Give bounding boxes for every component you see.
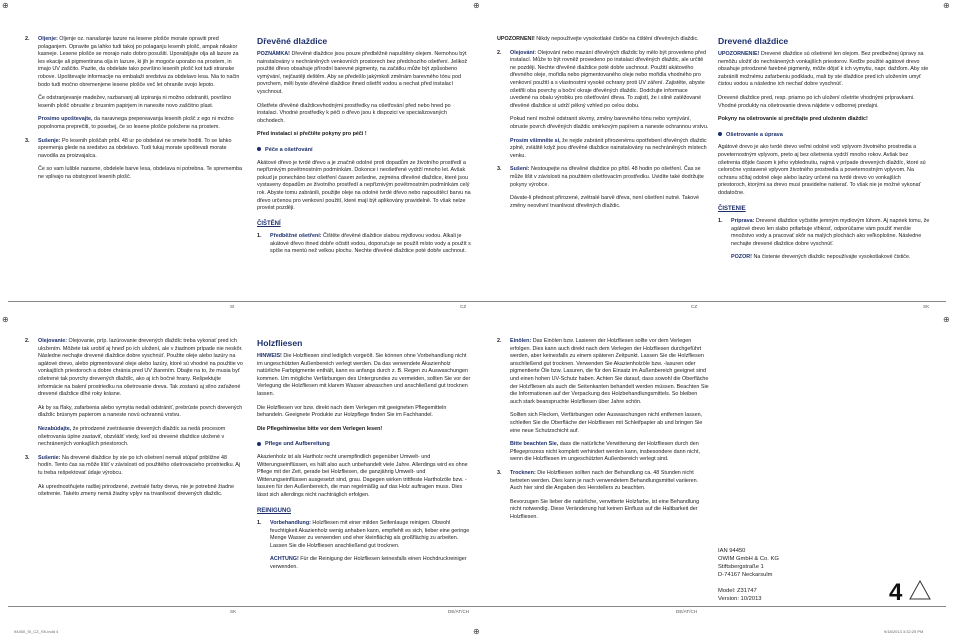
item-keyword: Sušení: [510, 166, 530, 173]
warning-keyword: UPOZORNENI! [497, 36, 535, 42]
note-paragraph [257, 353, 471, 399]
note-text: Drevené dlaždice sú ošetrené len olejom. Bez predbežnej úpravy sa nemôžu uložiť do nechránených vonkajších priestorov. Keďže použité agátové drevo obsahuje prirodzené farebné pigmenty, môže dôjsť k ich vymytiu, napr. dažďom. Aby ste zabránili možnému zafarbeniu podkladu, mali by ste dlaždice pred ich uložením umyť čistou vodou a následne ich nechať dobre vyschnúť. [718, 51, 929, 88]
section-heading: Holzfliesen [257, 338, 303, 348]
item-keyword: Prosím všimněte si, [510, 137, 561, 144]
item-text [38, 455, 243, 478]
item-number: 2. [497, 49, 502, 56]
list-item [25, 405, 243, 420]
item-keyword: Bitte beachten Sie, [510, 441, 559, 448]
item-body: Oljenje oz. nanašanje lazure na lesene plošče morate opraviti pred polaganjem. Opravite ga lahko tudi takoj po polaganju lesenih plošč, ampak nikakor kasneje. Lesene plošče se morajo nato dobro posušiti. Uporabljajte olja ali lazure za les ekacije ali pigmentirana olja in lazure, ki jih je mogoče uporabo na prostem, in imajo UV zaščito. Pazite, da obdelate tako površino lesenih plošč kot tudi stranske robove. Upoštevajte informacije na embalaži sredstva za obdelavo lesa. Nia to način bodo tudi močno obremenjene lesene plošče več let ohranile svojo lepoto. [38, 36, 240, 88]
address-line: Version: 10/2013 [718, 596, 762, 602]
item-number [257, 556, 270, 571]
item-body: Če odstranjevanje madežev, razbarvanj ali izpiranja ni možno odstraniti, površino lesenih plošč obrusite z brusnim papirjem in nanesite novo zaščitno plast. [38, 95, 232, 109]
bottom-column-2 [257, 338, 471, 578]
item-keyword: Vorbehandlung: [270, 520, 311, 527]
paragraph: Die Holzfliesen vor bzw. direkt nach dem Verlegen mit geeigneten Pflegemitteln behandeln. Geeignete Produkte zur Holzpflege finden Sie im Fachhandel. [257, 404, 447, 419]
manufacturer-address [718, 547, 779, 603]
item-body: Pokud není možné odstranit skvrny, změny barevného tónu nebo vymývání, obruste povrch dřevěných dlaždic smirkovým papírem a naneste ochrannou vrstvu. [510, 116, 709, 130]
item-number: 3. [497, 469, 502, 476]
list-item [257, 556, 471, 571]
item-text [731, 218, 930, 248]
item-number [25, 426, 38, 449]
paragraph: Drevené dlaždice pred, resp. priamo po ich uložení ošetrite vhodnými prípravkami. Vhodné produkty na ošetrovanie dreva nájdete v odbornej predajni. [718, 94, 915, 109]
bottom-footer-label-3: DE/AT/CH [676, 609, 698, 614]
item-text [38, 138, 243, 161]
item-body: da naravnega prepereavanja lesenih plošč z ego ni možno popolnoma preprečiti, to posebej, če so lesene plošče položene na prostem. [38, 116, 234, 130]
paragraph: Akátové dřevo je tvrdé dřevo a je značně odolné proti dopadům ze životního prostředí a nepříznivým povětrnostním podmínkám. Dokonce i neošetřené vydrží mnoho let. Avšak pokud je ponecháno bez ošetření časem zešedne, zejména dřevěné dlaždice, které jsou vystaveny dopadům ze životního prostředí a nepříznivým povětrnostním podmínkám celý rok. Abyste tomu zabránili, použijte oleje na odolné tvrdé dřevo nebo napouštěcí barvu na dřevo určenou pro venkovní použití, které mají být aplikovány pravidelně. To však nelze provést později. [257, 159, 471, 212]
list-item [497, 441, 709, 464]
bottom-footer-label-2: DE/AT/CH [448, 609, 470, 614]
list-item [25, 166, 243, 181]
item-text [38, 116, 243, 131]
print-slug-left: 94450_SI_CZ_SK.indd 4 [14, 629, 59, 634]
item-number [718, 254, 731, 262]
address-line: IAN 94450 [718, 548, 746, 554]
item-body: Čištěte dřevěné dlaždice slabou mýdlovou vodou. Alkali je akátové dřevo ihned dobře očistit vodou, doporučuje se použít místo vody a použít s spíše na mentú než velkou plochu. Nechte dřevěné dlaždice poté dobře uschnout. [270, 233, 471, 255]
item-keyword: Trocknen: [510, 469, 536, 476]
item-body: Nestoupejte na dřevěné dlaždice po přibl. 48 hodin po ošetření. Čas se může lišit v závislosti na použitém ošetřovacím prostředku. Uvidíte také dodržujte pokyny výrobce. [510, 166, 704, 188]
item-keyword: Oljenje: [38, 36, 58, 42]
item-text [510, 499, 709, 522]
subheading-cleaning: ČIŠTĚNÍ [257, 220, 281, 227]
item-keyword: Príprava: [731, 218, 755, 225]
item-body: Olejovanie, príp. lazúrovanie drevených dlaždíc treba vykonať pred ich uložením. Môžete tak urobiť aj hneď po ich uložení, ale v žiadnom prípade nie neskôr. Následne nechajte drevené dlaždice dobre vyschnúť. Použite oleje alebo lazúry na agátové drevo, alebo pigmentované oleje alebo lazúry, ktoré sú vhodné na použitie vo vonkajších priestoroch a dobre chránia pred UV žiarením. Dbajte na to, že musia byť ošetrené tak povrchy drevených dlaždíc, ako aj ich bočné hrany. Rešpektujte informácie na balení prostriedku na ošetrovanie dreva. Tak zostanú aj silno zaťažené drevené dlaždice dlhé roky krásne. [38, 338, 243, 398]
note-keyword: POZNÁMKA! [257, 51, 290, 57]
bullet-icon [718, 132, 722, 136]
list-item [25, 426, 243, 449]
item-number: 3. [25, 137, 30, 144]
item-number [25, 166, 38, 181]
item-body: Sollten sich Flecken, Verfärbungen oder Auswaschungen nicht entfernen lassen, schleifen Sie die Oberfläche der Holzfliesen mit Schleifpapier ab und bringen Sie eine neue Schutzschicht auf. [510, 412, 703, 434]
top-footer-label-4: SK [923, 304, 930, 309]
note-text: Dřevěné dlaždice jsou pouze předběžně napuštěny olejem. Nemohou být nainstalovány v nechráněných venkovních prostorech bez předchozího ošetření. Jelikož použité dřevo obsahuje přírodní barevné pigmenty, na začátku může být způsobeno vymývání, nejčastěji deštěm. Aby se předešlo jakýmkoli změnám barevného tónu pod povrchem, měli byste dřevěné dlaždice ihned ošetřit vodou a nechat před instalací vyschnout. [257, 51, 468, 95]
paragraph: Agátové drevo je ako tvrdé drevo veľmi odolné voči vplyvom životného prostredia a poveternostným vplyvom, preto aj bez ošetrenia vydrží mnoho rokov. Avšak bez ošetrenia dôjde časom k jeho vyblednutiu, najmä v prípade drevených dlaždíc, ktoré sú celoročne vystavené vplyvom životného prostredia a poveternostným vplyvom. Na ochranu sčítaj odolné oleje alebo lazúry určené na tvrdé drevo vo vonkajších priestoroch, ktorými sa drevo musí pravidelne natierať. To však nie je možné vykonať dodatočne. [718, 144, 926, 196]
page-number: 4 [889, 579, 903, 606]
item-number: 2. [497, 338, 502, 344]
crop-mark-mid-left: ⊕ [2, 315, 9, 324]
item-number [497, 116, 510, 131]
subheading-text: Ošetrovanie a úprava [726, 131, 783, 138]
print-slug-right: 9/18/2013 3:32:25 PM [884, 629, 924, 634]
list-item [497, 195, 709, 210]
item-text [270, 556, 471, 571]
item-number [25, 116, 38, 131]
item-number: 1. [257, 520, 262, 527]
item-text [731, 254, 930, 262]
item-body: Po lesenih ploščah pribl. 48 ur po obdelavi ne smete hoditi. To se lahko spremenja glede na sredstvo za obdelavo. Tudi tukaj morate upoštevati morate navodila za proizvajalca. [38, 137, 232, 159]
paragraph: Ošetřete dřevěné dlaždicevhodnými prostředky na ošetřování před nebo hned po instalaci. Vhodné prostředky k péči o dřevo jsou k dispozici ve specializovaných obchodech. [257, 102, 451, 124]
list-item [718, 218, 930, 248]
item-number: 1. [718, 218, 723, 225]
list-item [25, 95, 243, 110]
list-item [718, 254, 930, 262]
note-text: Die Holzfliesen sind lediglich vorgeölt. Sie können ohne Vorbehandlung nicht im ungeschützten Außenbereich verlegt werden. Da das verwendete Akazienholz natürliche Farbpigmente enthält, kann es anfangs durch z. B. Regen zu Auswaschungen kommen. Um mögliche Verfärbungen des Untergrundes zu vermeiden, sollten Sie vor der Verlegung die Holzfliesen mit klarem Wasser abwaschen und anschließend gut trocknen lassen. [257, 353, 471, 397]
list-item [25, 338, 243, 399]
item-text [38, 166, 243, 181]
item-body: Das Einölen bzw. Lasieren der Holzfliesen sollte vor dem Verlegen erfolgen. Dies kann auch direkt nach dem Verlegen der Holzfliesen durchgeführt werden, aber keinesfalls zu einem späteren Zeitpunkt. Lassen Sie die Holzfliesen anschließend gut trocknen. Verwenden Sie Akazienholzöle bzw. -lasuren oder pigmentierte Öle bzw. Lasuren, die für den Einsatz im Außenbereich geeignet sind und einen hohen UV-Schutz haben. Achten Sie darauf, dass sowohl die Oberfläche der Holzfliesen als auch die Seitenkanten behandelt werden müssen. Beachten Sie die Informationen auf der Verpackung des Holzbehandlungsmittels. So bleiben auch stark beanspruchte Holzfliesen über Jahre schön. [510, 338, 709, 405]
address-line: Model: Z31747 [718, 588, 757, 594]
item-body: Na drevené dlaždice by ste po ich ošetrení nemali stúpať približne 48 hodín. Tento čas sa môže líšiť v závislosti od použitého ošetrovacieho prostriedku. Aj tu treba rešpektovať údaje výrobcu. [38, 454, 241, 476]
item-text [510, 338, 709, 406]
item-text [38, 405, 243, 420]
top-column-4 [718, 36, 930, 268]
item-number [497, 195, 510, 210]
section-heading: Drevené dlaždice [718, 36, 789, 46]
crop-mark-top-center: ⊕ [473, 1, 480, 10]
top-footer-label-3: CZ [691, 304, 698, 309]
item-keyword: Prosimo upoštevajte, [38, 116, 93, 123]
top-column-2 [257, 36, 471, 262]
item-keyword: Einölen: [510, 338, 532, 344]
item-body: dass die natürliche Verwitterung der Holzfliesen durch den Pflegeprozess nicht komplett verhindert werden kann, insbesondere dann nicht, wenn die Holzfliesen im ungeschützten Außenbereich verlegt sind. [510, 441, 700, 463]
list-item [497, 116, 709, 131]
item-text [270, 233, 471, 256]
item-body: Ak by sa fľaky, zafarbenia alebo vymytia nedali odstrániť, prebrúste povrch drevených dlaždíc brúsnym papierom a naneste novú ochrannú vrstvu. [38, 404, 243, 419]
item-number [497, 138, 510, 161]
item-number [25, 484, 38, 499]
item-keyword: Sušenie: [38, 454, 61, 461]
item-text [38, 338, 243, 399]
item-number: 1. [257, 233, 262, 240]
item-text [510, 412, 709, 435]
item-text [510, 166, 709, 189]
item-text [270, 520, 471, 550]
crop-mark-bottom-center: ⊕ [473, 627, 480, 636]
subheading-cleaning: ČISTENIE [718, 205, 746, 212]
subheading-care [257, 147, 471, 155]
item-body: Drevené dlaždice vyčistite jemným mydlovým lúhom. Aj napriek tomu, že agátové drevo len slabo prifarbuje vlhkosť, odporúčame vám použiť menšie množstvo vody a pracovať skôr na malých plochách ako veľkoplošne. Následne nechajte drevené dlaždice dobre vyschnúť. [731, 218, 930, 247]
list-item [257, 233, 471, 256]
subheading-text: Pflege und Aufbereitung [265, 441, 330, 448]
top-column-1 [25, 36, 243, 188]
top-column-3 [497, 36, 709, 216]
warning-text: Nikdy nepoužívejte vysokotlaké čističe na čištění dřevěných dlaždic. [534, 36, 699, 42]
item-body: Na čistenie drevených dlaždíc nepoužívajte vysokotlakové čističe. [751, 254, 911, 261]
item-text [510, 50, 709, 111]
list-item [25, 116, 243, 131]
item-body: Bevorzugen Sie lieber die natürliche, verwitterte Holzfarbe, ist eine Behandlung nicht notwendig. Diese Veränderung hat keinen Einfluss auf die Haltbarkeit der Holzfliesen. [510, 498, 700, 520]
list-item [497, 138, 709, 161]
item-body: Die Holzfliesen sollten nach der Behandlung ca. 48 Stunden nicht betreten werden. Dies kann je nach verwendetem Behandlungsmittel variieren. Auch hier sind die Angaben des Herstellers zu beachten. [510, 469, 699, 492]
care-instructions-note: Před instalací si přečtěte pokyny pro péči ! [257, 131, 367, 138]
list-item [497, 499, 709, 522]
item-number: 3. [497, 166, 502, 173]
note-paragraph [257, 51, 471, 97]
subheading-care [257, 441, 471, 449]
list-item [25, 484, 243, 499]
item-text [510, 116, 709, 131]
item-number [497, 412, 510, 435]
item-keyword: Předběžné ošetření: [270, 233, 322, 240]
note-keyword: UPOZORNENIE! [718, 51, 760, 57]
list-item [497, 338, 709, 406]
top-footer-rule [8, 301, 946, 302]
list-item [497, 470, 709, 493]
address-line [718, 579, 779, 587]
item-number: 3. [25, 454, 30, 461]
address-line: OWIM GmbH & Co. KG [718, 556, 779, 562]
item-body: Dávate-li přednost přirozené, zvětralé barvě dřeva, není ošetření nutné. Takové změny neovlivní trvanlivost dřevěných dlaždic. [510, 195, 699, 209]
subheading-care [718, 132, 930, 140]
top-footer-label-2: CZ [460, 304, 467, 309]
crop-mark-top-right: ⊕ [943, 1, 950, 10]
note-keyword: HINWEIS! [257, 353, 282, 359]
item-text [38, 426, 243, 449]
bottom-footer-rule [8, 606, 946, 607]
top-footer-label-1: SI [230, 304, 235, 309]
list-item [25, 36, 243, 89]
list-item [25, 138, 243, 161]
address-line: D-74167 Neckarsulm [718, 572, 773, 578]
address-line: Stiftsbergstraße 1 [718, 564, 764, 570]
item-text [510, 195, 709, 210]
care-instructions-note: Die Pflegehinweise bitte vor dem Verlegen lesen! [257, 425, 383, 432]
item-number [497, 441, 510, 464]
list-item [497, 50, 709, 111]
item-keyword: Olejování: [510, 49, 537, 56]
item-body: že nejde zabránit přirozenému opotřebení dřevěných dlaždic zplně, zvláště když jsou dřevěné dlaždice nainstalovány na nechráněných místech venku. [510, 137, 707, 159]
item-body: Für die Reinigung der Holzfliesen keinesfalls einen Hochdruckreiniger verwenden. [270, 556, 467, 571]
item-keyword: Olejovanie: [38, 338, 68, 344]
warning-paragraph [497, 36, 709, 44]
item-body: Če so vam lušble naravne, obdelele barve lesa, obdelava ni potrebna. Te sprememba ne vplivajo na obstojnost lesenih plošč. [38, 166, 242, 180]
list-item [497, 166, 709, 189]
item-body: Holzfliesen mit einer milden Seifenlauge reinigen. Obwohl feuchtigkeit Akazienholz wenig anhaben kann, empfiehlt es sich, lieber eine geringe Menge Wasser zu verwenden und eher kleinflächig als großflächig zu arbeiten. Lassen Sie die Holzfliesen anschließend gut trocknen. [270, 520, 470, 549]
item-number: 2. [25, 36, 30, 42]
subheading-cleaning: REINIGUNG [257, 507, 292, 514]
bottom-column-1 [25, 338, 243, 505]
bottom-footer-label-1: SK [230, 609, 237, 614]
item-body: Olejování nebo mazání dřevěných dlaždic by mělo být provedeno před instalací. Může to být rovněž provedeno po instalaci dřevěných dlaždic, ale určitě ne později. Nechte dřevěné dlaždice poté dobře uschnout. Použití akátového dřevného oleje, mořidla nebo pigmentovaného oleje nebo mořidla vhodného pro venkovní použití a s vlastnostmi vysoké ochrany proti UV záření. Zajistěte, abyste ošetřili oba povrchy a boční okraje dřevěných dlaždic. Dodržujte informace uvedené na obalu výrobku pro ošetřování dřeva. To zajistí, že i silně zatěžované dřevěné dlaždice si udrží pěkný vzhled po celou dobu. [510, 49, 706, 109]
item-number [25, 405, 38, 420]
paragraph: Akazienholz ist als Hartholz recht unempfindlich gegenüber Umwelt- und Witterungseinflüssen, es hält also auch unbehandelt viele Jahre. Allerdings wird es ohne Pflege mit der Zeit, gerade bei Holzfliesen, die ganzjährig Umwelt- und Witterungseinflüssen ausgesetzt sind, grau. Dagegen wirken trittfeste Hartholzöle bzw. -lasuren für den Außenbereich, die man regelmäßig auf das Holz auftragen muss. Dies lässt sich allerdings nicht nachträglich erfolgen. [257, 453, 468, 498]
item-text [38, 36, 243, 89]
item-text [510, 441, 709, 464]
list-item [497, 412, 709, 435]
item-text [38, 95, 243, 110]
section-heading: Dřevěné dlaždice [257, 36, 328, 46]
item-number: 2. [25, 338, 30, 344]
warning-triangle-icon [909, 580, 931, 600]
item-text [38, 484, 243, 499]
bullet-icon [257, 442, 261, 446]
crop-mark-mid-right: ⊕ [943, 315, 950, 324]
bottom-column-3 [497, 338, 709, 527]
note-paragraph [718, 51, 930, 89]
crop-mark-top-left: ⊕ [2, 1, 9, 10]
item-body: že prirodzené zvetrávanie drevených dlaždíc sa nedá procesom ošetrovania úplne zastaviť, obzvlášť vtedy, keď sú drevené dlaždice uložené v nechránených vonkajších priestoroch. [38, 425, 226, 448]
item-keyword: Sušenje: [38, 137, 61, 144]
subheading-text: Péče a ošetřování [265, 146, 313, 153]
bullet-icon [257, 147, 261, 151]
item-text [510, 470, 709, 493]
item-number [25, 95, 38, 110]
care-instructions-note: Pokyny na ošetrovanie si prečítajte pred uložením dlaždíc! [718, 116, 868, 123]
item-keyword: ACHTUNG! [270, 556, 299, 563]
item-text [510, 138, 709, 161]
list-item [25, 455, 243, 478]
item-number [497, 499, 510, 522]
item-body: Ak uprednostňujete radšej prirodzené, zvetralé farby dreva, nie je potrebné žiadne ošetrenie. Takéto zmeny nemá žiadny vplyv na trvanlivosť drevených dlaždíc. [38, 483, 234, 498]
item-keyword: Nezabúdajte, [38, 425, 72, 432]
list-item [257, 520, 471, 550]
item-keyword: POZOR! [731, 254, 752, 261]
